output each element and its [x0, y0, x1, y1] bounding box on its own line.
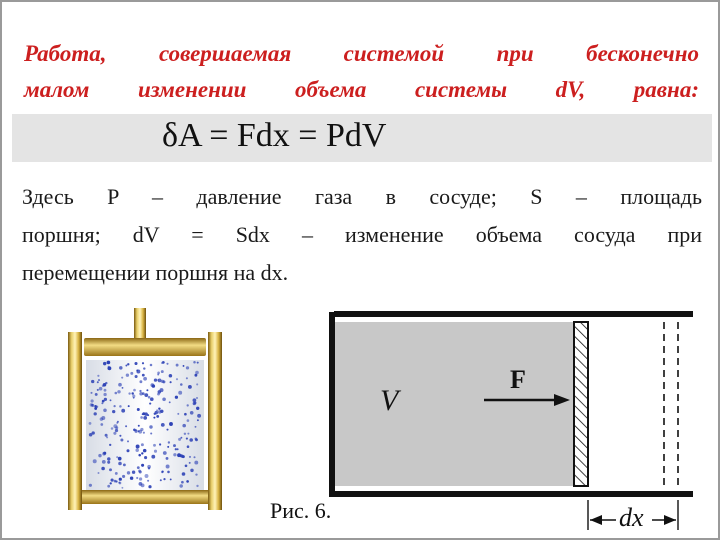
- gas-particle: [128, 392, 130, 394]
- gas-particle: [136, 445, 140, 449]
- gas-particle: [99, 387, 103, 391]
- gas-particle: [106, 436, 108, 438]
- gas-particle: [94, 405, 97, 408]
- gas-particle: [122, 475, 125, 478]
- gas-particle: [179, 484, 182, 487]
- gas-particle: [161, 471, 163, 473]
- gas-particle: [166, 363, 168, 365]
- gas-particle: [177, 413, 179, 415]
- gas-particle: [133, 429, 136, 432]
- gas-particle: [119, 366, 122, 369]
- gas-particle: [111, 479, 114, 482]
- gas-particle: [166, 457, 169, 460]
- gas-particle: [169, 374, 173, 378]
- gas-particle: [176, 378, 178, 380]
- gas-particle: [138, 425, 140, 427]
- gas-particle: [143, 432, 145, 434]
- gas-particle: [195, 438, 198, 441]
- gas-particle: [115, 472, 118, 475]
- gas-particle: [142, 362, 144, 364]
- gas-particle: [185, 464, 188, 467]
- gas-particle: [141, 464, 144, 467]
- gas-particle: [107, 461, 110, 464]
- gas-particle: [103, 452, 106, 455]
- gas-particle: [107, 457, 110, 460]
- gas-particle: [116, 456, 118, 458]
- gas-particle: [142, 374, 145, 377]
- gas-particle: [97, 375, 99, 377]
- gas-particle: [91, 380, 94, 383]
- gas-particle: [197, 419, 199, 421]
- gas-particle: [189, 438, 193, 442]
- gas-particle: [190, 469, 193, 472]
- gas-particle: [112, 410, 115, 413]
- gas-particle: [158, 407, 160, 409]
- gas-particle: [104, 398, 107, 401]
- gas-particle: [193, 402, 196, 405]
- gas-particle: [91, 399, 94, 402]
- gas-region: [334, 322, 574, 486]
- gas-particle: [118, 383, 122, 387]
- gas-particle: [186, 480, 189, 483]
- force-label: F: [510, 365, 526, 394]
- gas-particle: [148, 396, 151, 399]
- gas-particle: [143, 367, 145, 369]
- gas-particle: [173, 453, 176, 456]
- gas-particle: [103, 409, 107, 413]
- gas-particle: [154, 378, 157, 381]
- gas-particle: [107, 361, 111, 365]
- gas-particle: [154, 450, 157, 453]
- gas-particle: [102, 460, 106, 464]
- gas-particle: [189, 462, 191, 464]
- gas-particle: [91, 404, 93, 406]
- gas-particle: [103, 393, 106, 396]
- gas-particle: [170, 381, 172, 383]
- gas-particle: [161, 370, 164, 373]
- gas-particle: [153, 444, 156, 447]
- gas-particle: [113, 405, 115, 407]
- gas-particle: [119, 405, 122, 408]
- gas-particle: [187, 433, 189, 435]
- piston-hatched: [574, 322, 588, 486]
- gas-particle: [126, 449, 129, 452]
- gas-particle: [100, 423, 103, 426]
- gas-particle: [161, 423, 165, 427]
- gas-particle: [189, 456, 191, 458]
- gas-particle: [139, 390, 141, 392]
- gas-particle: [194, 374, 197, 377]
- gas-particle: [195, 473, 197, 475]
- gas-particle: [159, 443, 161, 445]
- gas-particle: [123, 463, 126, 466]
- gas-particle: [114, 480, 117, 483]
- gas-particle: [157, 374, 159, 376]
- gas-particle: [177, 453, 181, 457]
- gas-particle: [163, 478, 165, 480]
- gas-particle: [176, 364, 179, 367]
- piston-rod: [134, 308, 146, 340]
- gas-particle: [160, 479, 162, 481]
- gas-particle: [160, 388, 164, 392]
- gas-particle: [178, 438, 181, 441]
- gas-particle: [136, 477, 138, 479]
- gas-particle: [121, 409, 125, 413]
- gas-particle: [119, 478, 122, 481]
- gas-particle: [178, 391, 182, 395]
- gas-particle: [138, 454, 141, 457]
- gas-particle: [110, 482, 112, 484]
- gas-particle: [169, 422, 173, 426]
- gas-particle: [197, 362, 199, 364]
- gas-particle: [139, 380, 142, 383]
- gas-particle: [150, 364, 153, 367]
- gas-particle: [195, 426, 197, 428]
- piston-schematic: [318, 308, 710, 538]
- slide-heading: [24, 36, 699, 108]
- gas-particle: [169, 401, 171, 403]
- gas-particle: [149, 403, 151, 405]
- gas-particle: [190, 411, 194, 415]
- gas-particle: [186, 366, 189, 369]
- gas-particle: [182, 424, 186, 428]
- gas-particle: [166, 465, 170, 469]
- gas-particle: [167, 446, 169, 448]
- gas-particle: [97, 389, 99, 391]
- gas-particle: [98, 472, 100, 474]
- gas-particle: [101, 467, 105, 471]
- gas-particle: [183, 365, 185, 367]
- gas-particle: [162, 398, 166, 402]
- gas-particle: [135, 375, 138, 378]
- gas-particle: [188, 385, 192, 389]
- gas-particle: [162, 361, 165, 364]
- cylinder-wall-left: [68, 332, 82, 510]
- gas-particle: [187, 404, 189, 406]
- gas-particle: [173, 444, 176, 447]
- gas-particle: [141, 443, 144, 446]
- gas-particle: [103, 383, 107, 387]
- gas-particle: [158, 410, 162, 414]
- gas-particle: [98, 379, 100, 381]
- gas-particle: [93, 459, 97, 463]
- gas-particle: [132, 471, 135, 474]
- gas-particle: [109, 444, 111, 446]
- gas-particle: [180, 437, 182, 439]
- gas-particle: [168, 441, 170, 443]
- heading-line-2: малом изменении объема системы dV, равна:: [24, 77, 699, 102]
- gas-particle: [104, 389, 107, 392]
- gas-particle: [149, 425, 152, 428]
- gas-particle: [144, 393, 148, 397]
- gas-particle: [137, 466, 140, 469]
- gas-particle: [132, 395, 135, 398]
- gas-particle: [109, 468, 112, 471]
- gas-particle: [100, 417, 103, 420]
- gas-particle: [126, 374, 129, 377]
- gas-particle: [170, 478, 172, 480]
- gas-particle: [143, 449, 147, 453]
- gas-particle: [121, 377, 123, 379]
- gas-particle: [141, 452, 143, 454]
- gas-particle: [105, 434, 108, 437]
- gas-particle: [133, 389, 136, 392]
- gas-particle: [153, 417, 155, 419]
- gas-particle: [127, 363, 129, 365]
- piston: [84, 338, 206, 356]
- explanation-line-3: перемещении поршня на dx.: [22, 260, 289, 285]
- gas-particle: [196, 383, 198, 385]
- gas-particle: [141, 483, 145, 487]
- gas-particle: [155, 411, 158, 414]
- gas-particle: [137, 408, 140, 411]
- gas-particle: [107, 485, 110, 488]
- gas-particle: [177, 448, 179, 450]
- gas-particle: [184, 433, 186, 435]
- gas-particle: [166, 429, 168, 431]
- gas-particle: [148, 467, 150, 469]
- gas-particle: [193, 398, 197, 402]
- gas-particle: [197, 414, 201, 418]
- gas-particle: [187, 419, 190, 422]
- gas-particle: [118, 462, 122, 466]
- gas-particle: [146, 389, 148, 391]
- explanation-text: [22, 178, 702, 292]
- gas-particle: [113, 424, 117, 428]
- gas-particle: [101, 402, 103, 404]
- gas-particle: [157, 379, 159, 381]
- gas-particle: [130, 476, 133, 479]
- gas-particle: [140, 428, 143, 431]
- gas-particle: [163, 451, 167, 455]
- gas-particle: [135, 449, 138, 452]
- gas-particle: [195, 371, 199, 375]
- gas-particle: [134, 362, 137, 365]
- gas-particle: [196, 407, 199, 410]
- gas-particle: [140, 416, 143, 419]
- gas-particle: [116, 422, 118, 424]
- gas-particle: [118, 457, 122, 461]
- gas-particle: [119, 435, 121, 437]
- gas-particle: [196, 397, 198, 399]
- gas-particle: [90, 392, 92, 394]
- gas-particle: [136, 369, 138, 371]
- gas-particle: [89, 484, 92, 487]
- gas-particle: [125, 365, 127, 367]
- gas-particle: [97, 381, 99, 383]
- gas-particle: [167, 471, 170, 474]
- explanation-line-1: Здесь P – давление газа в сосуде; S – площадь: [22, 184, 702, 209]
- gas-particle: [156, 409, 158, 411]
- gas-particle: [95, 393, 98, 396]
- gas-particle: [193, 456, 195, 458]
- gas-particle: [127, 440, 129, 442]
- gas-particle: [186, 377, 188, 379]
- gas-particle: [150, 397, 154, 401]
- gas-particle: [187, 445, 190, 448]
- gas-particle: [182, 472, 186, 476]
- gas-particle: [103, 362, 106, 365]
- work-formula: δA = Fdx = PdV: [162, 117, 387, 154]
- gas-particle: [117, 390, 120, 393]
- gas-particle: [194, 461, 198, 465]
- heading-line-1: Работа, совершаемая системой при бесконечно: [24, 41, 699, 66]
- gas-particle: [151, 455, 155, 459]
- gas-particle: [115, 429, 118, 432]
- gas-particle: [193, 361, 196, 364]
- gas-particle: [196, 485, 198, 487]
- gas-particle: [120, 439, 123, 442]
- gas-particle: [186, 438, 188, 440]
- gas-particle: [110, 399, 112, 401]
- gas-particle: [180, 383, 183, 386]
- gas-particle: [175, 448, 177, 450]
- gas-particle: [121, 487, 123, 489]
- gas-particle: [98, 454, 101, 457]
- gas-particle: [147, 480, 149, 482]
- gas-particle: [138, 430, 140, 432]
- gas-particle: [128, 405, 130, 407]
- gas-particle: [119, 482, 122, 485]
- gas-particle: [175, 396, 178, 399]
- gas-particle: [181, 481, 184, 484]
- figure-caption: Рис. 6.: [270, 498, 332, 523]
- gas-particle: [142, 412, 145, 415]
- gas-particle: [148, 485, 151, 488]
- gas-particle: [152, 384, 155, 387]
- gas-particle: [108, 366, 110, 368]
- cylinder-bottom: [82, 490, 208, 504]
- gas-particle: [122, 387, 124, 389]
- gas-particle: [150, 432, 152, 434]
- gas-particle: [143, 416, 147, 420]
- gas-particle: [139, 392, 143, 396]
- gas-particle: [113, 432, 116, 435]
- gas-particle: [131, 392, 133, 394]
- cylinder-wall-right: [208, 332, 222, 510]
- gas-particle: [138, 470, 141, 473]
- gas-particle: [127, 471, 130, 474]
- gas-particle: [139, 477, 142, 480]
- gas-particle: [125, 425, 127, 427]
- gas-particle: [143, 377, 147, 381]
- volume-label: V: [380, 384, 399, 417]
- gas-cylinder-illustration: [24, 308, 260, 520]
- gas-particle: [94, 412, 97, 415]
- gas-particle: [89, 433, 93, 437]
- explanation-line-2: поршня; dV = Sdx – изменение объема сосуда при: [22, 222, 702, 247]
- dx-label: dx: [619, 503, 644, 532]
- gas-particle: [184, 413, 187, 416]
- gas-particle: [130, 372, 133, 375]
- gas-particle: [144, 456, 147, 459]
- gas-particle: [89, 422, 92, 425]
- gas-particle: [114, 392, 117, 395]
- gas-particle: [145, 474, 149, 478]
- gas-particle: [156, 415, 159, 418]
- gas-particle: [111, 427, 114, 430]
